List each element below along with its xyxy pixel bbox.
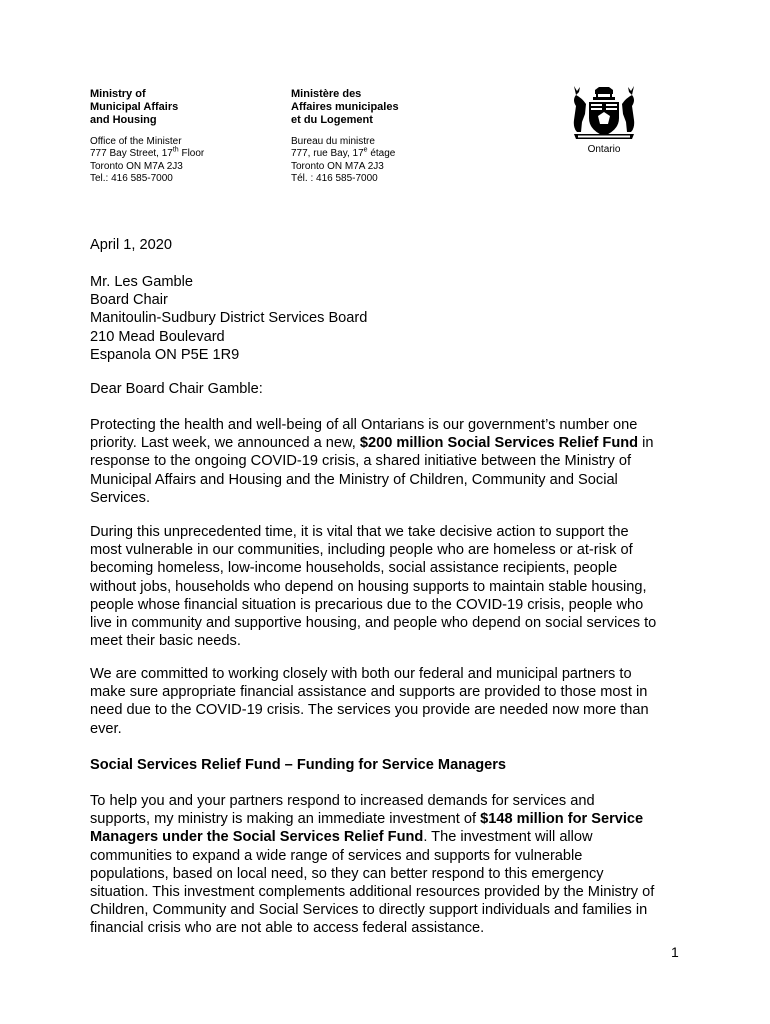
salutation: Dear Board Chair Gamble: (90, 381, 263, 397)
ontario-wordmark: Ontario (587, 144, 621, 155)
letterhead-french (291, 88, 399, 186)
ministry-name-english: Ministry of Municipal Affairs and Housing (90, 88, 179, 126)
page-number: 1 (671, 944, 679, 960)
ministry-name-french: Ministère des Affaires municipales et du Logement (291, 88, 399, 126)
recipient-address: Mr. Les Gamble Board Chair Manitoulin-Sudbury District Services Board 210 Mead Boulevard Espanola ON P5E 1R9 (90, 274, 368, 363)
letter-date: April 1, 2020 (90, 237, 172, 253)
paragraph-3: We are committed to working closely with both our federal and municipal partners to make sure appropriate financial assistance and supports are provided to those most in need due to the COVID-19 crisis. The services you provide are needed now more than ever. (90, 666, 649, 737)
paragraph-1: Protecting the health and well-being of all Ontarians is our government’s number one priority. Last week, we announced a new, $200 million Social Services Relief Fund in response to the ongoing COVID-19 crisis, a shared initiative between the Ministry of Municipal Affairs and Housing and the Ministry of Children, Community and Social Services. (90, 417, 654, 506)
paragraph-4: To help you and your partners respond to increased demands for services and supports, my ministry is making an immediate investment of $148 million for Service Managers under the Social Services Relief Fund. The investment will allow communities to expand a wide range of services and supports for vulnerable populations, based on local need, so they can better respond to this emergency situation. This investment complements additional resources provided by the Ministry of Children, Community and Social Services to directly support individuals and families in financial crisis who are not able to access federal assistance. (90, 793, 655, 937)
paragraph-2: During this unprecedented time, it is vital that we take decisive action to support the most vulnerable in our communities, including people who are homeless or at-risk of becoming homeless, low-income households, social assistance recipients, people without jobs, households who depend on housing supports to maintain stable housing, people whose financial situation is precarious due to the COVID-19 crisis, people who live in community and supportive housing, and people who depend on social services to meet their basic needs. (90, 524, 657, 650)
address-english: Office of the Minister 777 Bay Street, 17th Floor Toronto ON M7A 2J3 Tel.: 416 585-7000 (90, 136, 205, 185)
section-heading: Social Services Relief Fund – Funding for Service Managers (90, 757, 507, 773)
address-french: Bureau du ministre 777, rue Bay, 17e étage Toronto ON M7A 2J3 Tél. : 416 585-7000 (291, 136, 396, 185)
letterhead-english (90, 88, 204, 186)
ontario-crest-logo (568, 84, 640, 164)
